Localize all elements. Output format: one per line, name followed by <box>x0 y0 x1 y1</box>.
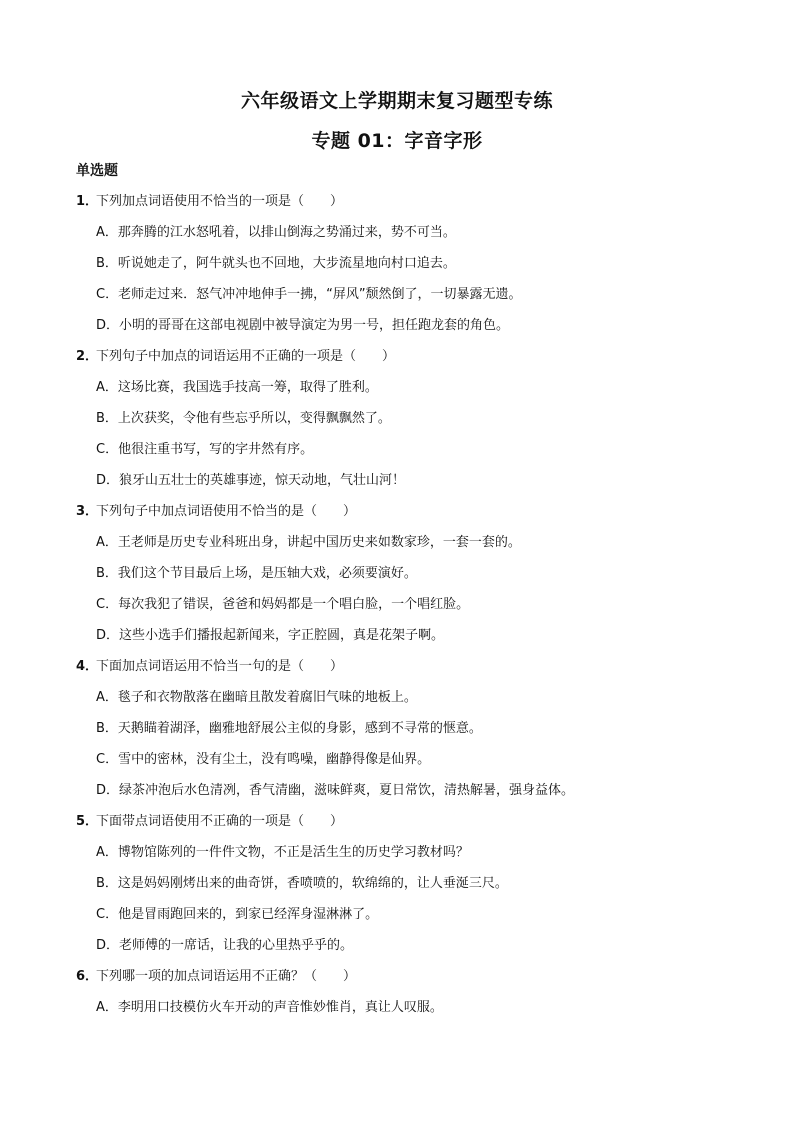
option-letter: A． <box>96 1000 118 1015</box>
option-letter: D． <box>96 628 120 643</box>
option-text: 听说她走了，阿牛就头也不回地，大步流星地向村口追去。 <box>117 256 456 271</box>
option-letter: B． <box>96 566 118 581</box>
question-text: 下列加点词语使用不恰当的一项是（ ） <box>96 194 344 209</box>
question-number: 4． <box>76 659 99 674</box>
answer-option <box>76 775 736 806</box>
option-letter: A． <box>96 535 118 550</box>
answer-option <box>76 682 736 713</box>
option-letter: A． <box>96 845 118 860</box>
option-letter: C． <box>96 287 119 302</box>
question-item <box>76 961 736 1023</box>
question-item <box>76 496 736 651</box>
option-text: 他是冒雨跑回来的，到家已经浑身湿淋淋了。 <box>118 907 379 922</box>
question-item <box>76 806 736 961</box>
option-text: 绿茶冲泡后水色清冽，香气清幽，滋味鲜爽，夏日常饮，清热解暑，强身益体。 <box>119 783 575 798</box>
answer-option <box>76 372 736 403</box>
question-stem <box>76 651 736 682</box>
answer-option <box>76 868 736 899</box>
option-text: 雪中的密林，没有尘土，没有鸣噪，幽静得像是仙界。 <box>118 752 431 767</box>
answer-option <box>76 403 736 434</box>
question-number: 1． <box>76 194 99 209</box>
option-letter: C． <box>96 442 119 457</box>
option-text: 那奔腾的江水怒吼着，以排山倒海之势涌过来，势不可当。 <box>117 225 456 240</box>
option-text: 小明的哥哥在这部电视剧中被导演定为男一号，担任跑龙套的角色。 <box>119 318 510 333</box>
section-label: 单选题 <box>76 163 118 179</box>
question-stem <box>76 806 736 837</box>
question-number: 2． <box>76 349 99 364</box>
question-text: 下列哪一项的加点词语运用不正确？（ ） <box>96 969 357 984</box>
option-text: 这是妈妈刚烤出来的曲奇饼，香喷喷的，软绵绵的，让人垂涎三尺。 <box>117 876 508 891</box>
answer-option <box>76 310 736 341</box>
answer-option <box>76 620 736 651</box>
option-letter: A． <box>96 690 118 705</box>
answer-option <box>76 279 736 310</box>
option-letter: B． <box>96 411 118 426</box>
answer-option <box>76 837 736 868</box>
option-text: 老师走过来．怒气冲冲地伸手一拂，“屏风”颓然倒了，一切暴露无遗。 <box>118 287 522 302</box>
answer-option <box>76 713 736 744</box>
question-list <box>76 186 736 1023</box>
option-letter: A． <box>96 225 118 240</box>
option-text: 他很注重书写，写的字井然有序。 <box>118 442 314 457</box>
option-text: 毯子和衣物散落在幽暗且散发着腐旧气味的地板上。 <box>117 690 417 705</box>
option-letter: C． <box>96 752 119 767</box>
question-number: 3． <box>76 504 99 519</box>
question-stem <box>76 961 736 992</box>
option-letter: D． <box>96 938 120 953</box>
question-stem <box>76 341 736 372</box>
option-letter: C． <box>96 597 119 612</box>
document-title: 六年级语文上学期期末复习题型专练 <box>240 90 553 112</box>
option-letter: B． <box>96 256 118 271</box>
option-letter: B． <box>96 876 118 891</box>
question-stem <box>76 186 736 217</box>
option-letter: A． <box>96 380 118 395</box>
question-text: 下面加点词语运用不恰当一句的是（ ） <box>96 659 344 674</box>
option-text: 每次我犯了错误，爸爸和妈妈都是一个唱白脸，一个唱红脸。 <box>118 597 470 612</box>
answer-option <box>76 558 736 589</box>
question-item <box>76 186 736 341</box>
answer-option <box>76 434 736 465</box>
question-item <box>76 651 736 806</box>
answer-option <box>76 248 736 279</box>
answer-option <box>76 744 736 775</box>
option-text: 王老师是历史专业科班出身，讲起中国历史来如数家珍，一套一套的。 <box>117 535 521 550</box>
option-letter: D． <box>96 783 120 798</box>
option-letter: D． <box>96 318 120 333</box>
answer-option <box>76 217 736 248</box>
question-text: 下列句子中加点词语使用不恰当的是（ ） <box>96 504 357 519</box>
question-number: 5． <box>76 814 99 829</box>
option-letter: C． <box>96 907 119 922</box>
option-text: 这场比赛，我国选手技高一筹，取得了胜利。 <box>117 380 378 395</box>
question-item <box>76 341 736 496</box>
option-letter: B． <box>96 721 118 736</box>
answer-option <box>76 589 736 620</box>
option-text: 博物馆陈列的一件件文物，不正是活生生的历史学习教材吗？ <box>117 845 469 860</box>
question-text: 下列句子中加点的词语运用不正确的一项是（ ） <box>96 349 396 364</box>
option-text: 上次获奖，令他有些忘乎所以，变得飘飘然了。 <box>117 411 391 426</box>
option-text: 老师傅的一席话，让我的心里热乎乎的。 <box>119 938 354 953</box>
answer-option <box>76 465 736 496</box>
option-text: 这些小选手们播报起新闻来，字正腔圆，真是花架子啊。 <box>119 628 445 643</box>
answer-option <box>76 992 736 1023</box>
option-text: 天鹅瞄着湖泽，幽雅地舒展公主似的身影，感到不寻常的惬意。 <box>117 721 482 736</box>
question-stem <box>76 496 736 527</box>
question-number: 6． <box>76 969 99 984</box>
answer-option <box>76 527 736 558</box>
option-text: 李明用口技模仿火车开动的声音惟妙惟肖，真让人叹服。 <box>117 1000 443 1015</box>
document-subtitle: 专题 01：字音字形 <box>311 130 483 152</box>
option-letter: D． <box>96 473 120 488</box>
option-text: 我们这个节目最后上场，是压轴大戏，必须要演好。 <box>117 566 417 581</box>
answer-option <box>76 899 736 930</box>
option-text: 狼牙山五壮士的英雄事迹，惊天动地，气壮山河！ <box>119 473 406 488</box>
answer-option <box>76 930 736 961</box>
question-text: 下面带点词语使用不正确的一项是（ ） <box>96 814 344 829</box>
